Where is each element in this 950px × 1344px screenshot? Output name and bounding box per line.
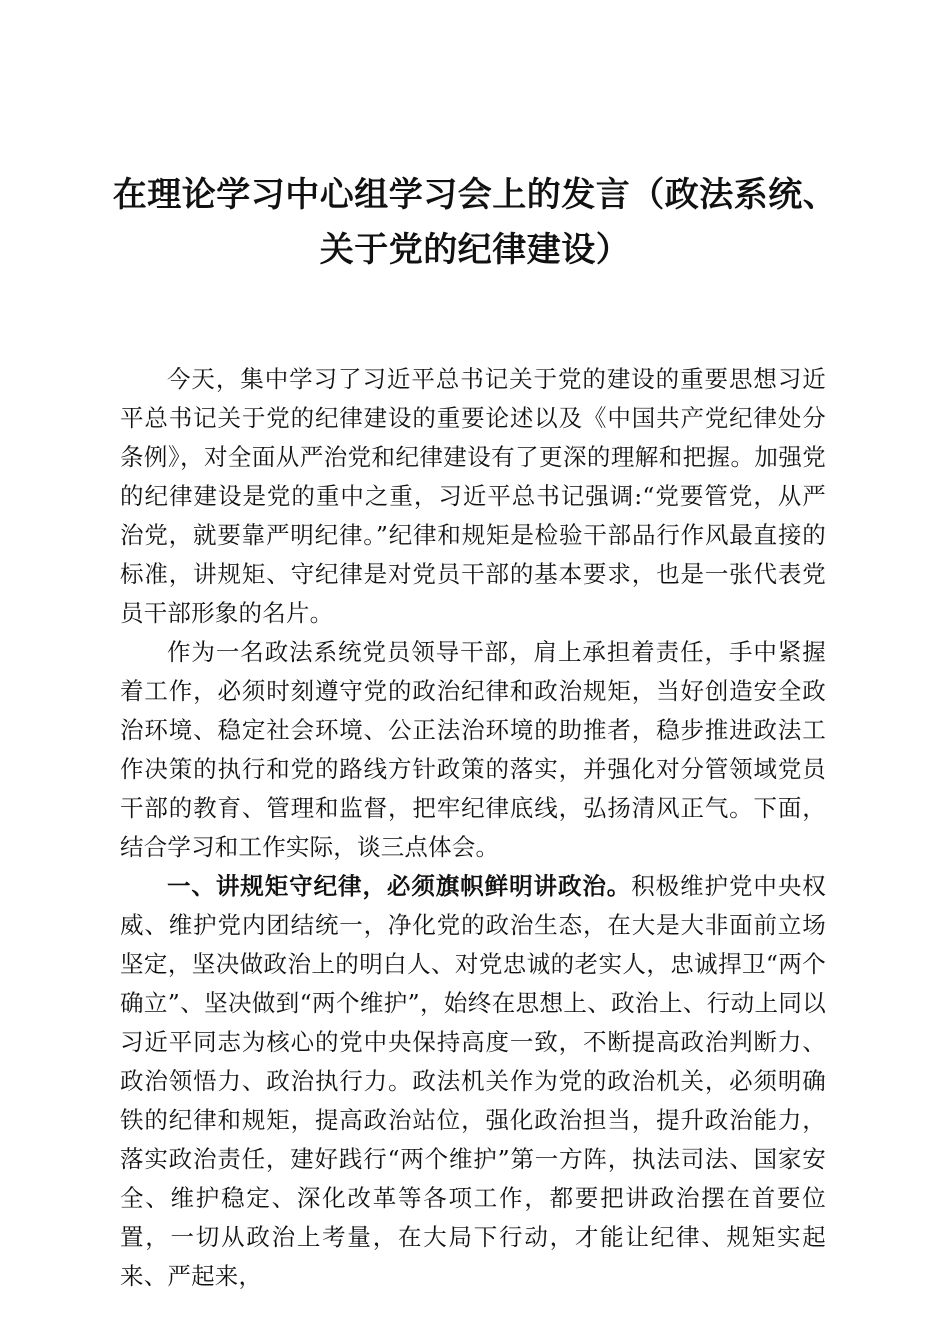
document-title	[100, 168, 850, 278]
title-line-1: 在理论学习中心组学习会上的发言（政法系统、	[112, 175, 838, 215]
document-body	[120, 360, 826, 1296]
paragraph-2	[120, 633, 826, 867]
paragraph-3	[120, 867, 826, 1296]
paragraph-1	[120, 360, 826, 633]
paragraph-2-text: 作为一名政法系统党员领导干部，肩上承担着责任，手中紧握着工作，必须时刻遵守党的政治纪律和政治规矩，当好创造安全政治环境、稳定社会环境、公正法治环境的助推者，稳步推进政法工作决策的执行和党的路线方针政策的落实，并强化对分管领域党员干部的教育、管理和监督，把牢纪律底线，弘扬清风正气。下面，结合学习和工作实际，谈三点体会。	[120, 638, 826, 861]
paragraph-3-text: 积极维护党中央权威、维护党内团结统一，净化党的政治生态，在大是大非面前立场坚定，坚决做政治上的明白人、对党忠诚的老实人，忠诚捍卫“两个确立”、坚决做到“两个维护”，始终在思想上、政治上、行动上同以习近平同志为核心的党中央保持高度一致，不断提高政治判断力、政治领悟力、政治执行力。政法机关作为党的政治机关，必须明确铁的纪律和规矩，提高政治站位，强化政治担当，提升政治能力，落实政治责任，建好践行“两个维护”第一方阵，执法司法、国家安全、维护稳定、深化改革等各项工作，都要把讲政治摆在首要位置，一切从政治上考量，在大局下行动，才能让纪律、规矩实起来、严起来，	[120, 872, 826, 1290]
paragraph-1-text: 今天，集中学习了习近平总书记关于党的建设的重要思想习近平总书记关于党的纪律建设的重要论述以及《中国共产党纪律处分条例》，对全面从严治党和纪律建设有了更深的理解和把握。加强党的纪律建设是党的重中之重，习近平总书记强调:“党要管党，从严治党，就要靠严明纪律。”纪律和规矩是检验干部品行作风最直接的标准，讲规矩、守纪律是对党员干部的基本要求，也是一张代表党员干部形象的名片。	[120, 365, 826, 627]
title-line-2: 关于党的纪律建设）	[319, 230, 631, 270]
section-heading-1: 一、讲规矩守纪律，必须旗帜鲜明讲政治。	[167, 872, 632, 900]
